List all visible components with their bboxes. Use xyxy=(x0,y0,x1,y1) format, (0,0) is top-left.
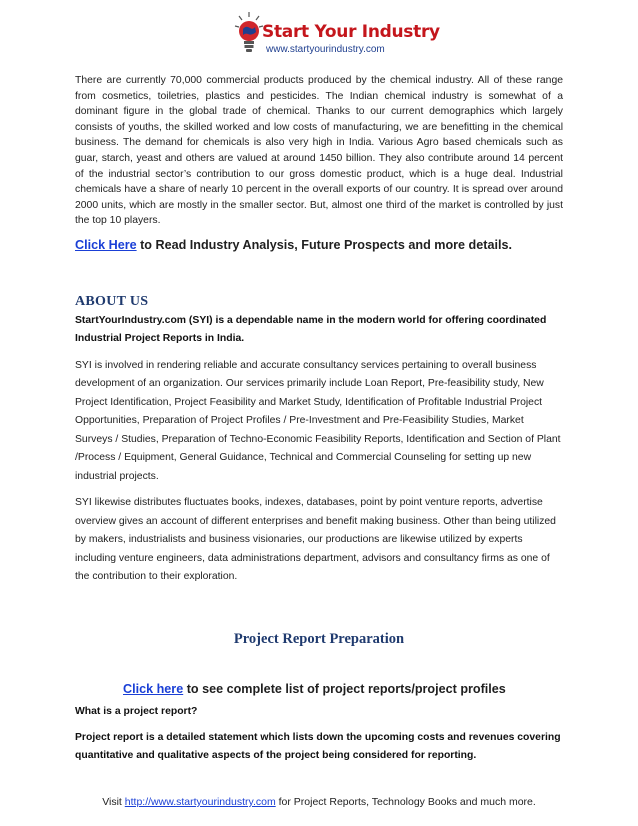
project-report-question: What is a project report? xyxy=(75,705,198,717)
analysis-cta xyxy=(75,238,563,252)
logo-url: www.startyourindustry.com xyxy=(266,44,385,55)
page-content xyxy=(75,73,563,766)
footer-link[interactable]: http://www.startyourindustry.com xyxy=(124,796,276,808)
about-paragraph-1: SYI is involved in rendering reliable and accurate consultancy services pertaining to overall business development of an organization. Our services primarily include Loan Report, Pre-feasibility study, New Project Identification, Project Feasibility and Market Study, Identification of Profitable Industrial Project Opportunities, Preparation of Project Profiles / Pre-Investment and Pre-Feasibility Studies, Market Surveys / Studies, Preparation of Techno-Economic Feasibility Reports, Identification and Section of Plant /Process / Equipment, General Guidance, Technical and Commercial Counseling for setting up new industrial projects. xyxy=(75,359,561,482)
project-report-answer: Project report is a detailed statement which lists down the upcoming costs and revenues covering quantitative and qualitative aspects of the project being considered for reporting. xyxy=(75,731,561,762)
about-paragraph-2: SYI likewise distributes fluctuates books, indexes, databases, point by point venture reports, advertise overview gives an account of different enterprises and benefit making business. Other than being utilized by makers, industrialists and business visionaries, our productions are likewise utilized by experts including venture engineers, data administrations department, advisors and consultancy firms as one of the contribution to their exploration. xyxy=(75,497,556,583)
footer-suffix: for Project Reports, Technology Books and much more. xyxy=(275,796,536,808)
lightbulb-globe-icon xyxy=(234,10,264,56)
click-here-analysis-link[interactable]: Click Here xyxy=(75,237,137,252)
about-lead: StartYourIndustry.com (SYI) is a dependable name in the modern world for offering coordinated Industrial Project Reports in India. xyxy=(75,314,547,345)
footer xyxy=(0,796,638,808)
project-report-heading: Project Report Preparation xyxy=(233,630,405,647)
intro-paragraph: There are currently 70,000 commercial products produced by the chemical industry. All of these range from cosmetics, toiletries, plastics and pesticides. The Indian chemical industry is somewhat of a dominant figure in the global trade of chemical. Thanks to our current demographics which largely consists of youths, the skilled worked and low costs of manufacturing, we are benefitting in the chemical business. The demand for chemicals is also very high in India. Various Agro based chemicals such as guar, starch, yeast and others are valued at around 1450 billion. They also contribute around 14 percent of the industrial sector’s contribution to our gross domestic product, which is a huge deal. Industrial chemicals have a share of nearly 10 percent in the overall exports of our country. It is spread over around 2000 units, which are mostly in the smaller sector. But, almost one third of the market is controlled by just the top 10 players. xyxy=(75,75,563,227)
footer-prefix: Visit xyxy=(102,796,125,808)
project-list-cta xyxy=(75,682,563,696)
click-here-project-link[interactable]: Click here xyxy=(123,681,184,696)
about-us-heading: ABOUT US xyxy=(75,293,149,309)
project-list-cta-text: to see complete list of project reports/project profiles xyxy=(183,681,506,696)
logo-title: Start Your Industry xyxy=(262,22,440,42)
logo xyxy=(234,10,440,60)
analysis-cta-text: to Read Industry Analysis, Future Prospects and more details. xyxy=(136,237,512,252)
